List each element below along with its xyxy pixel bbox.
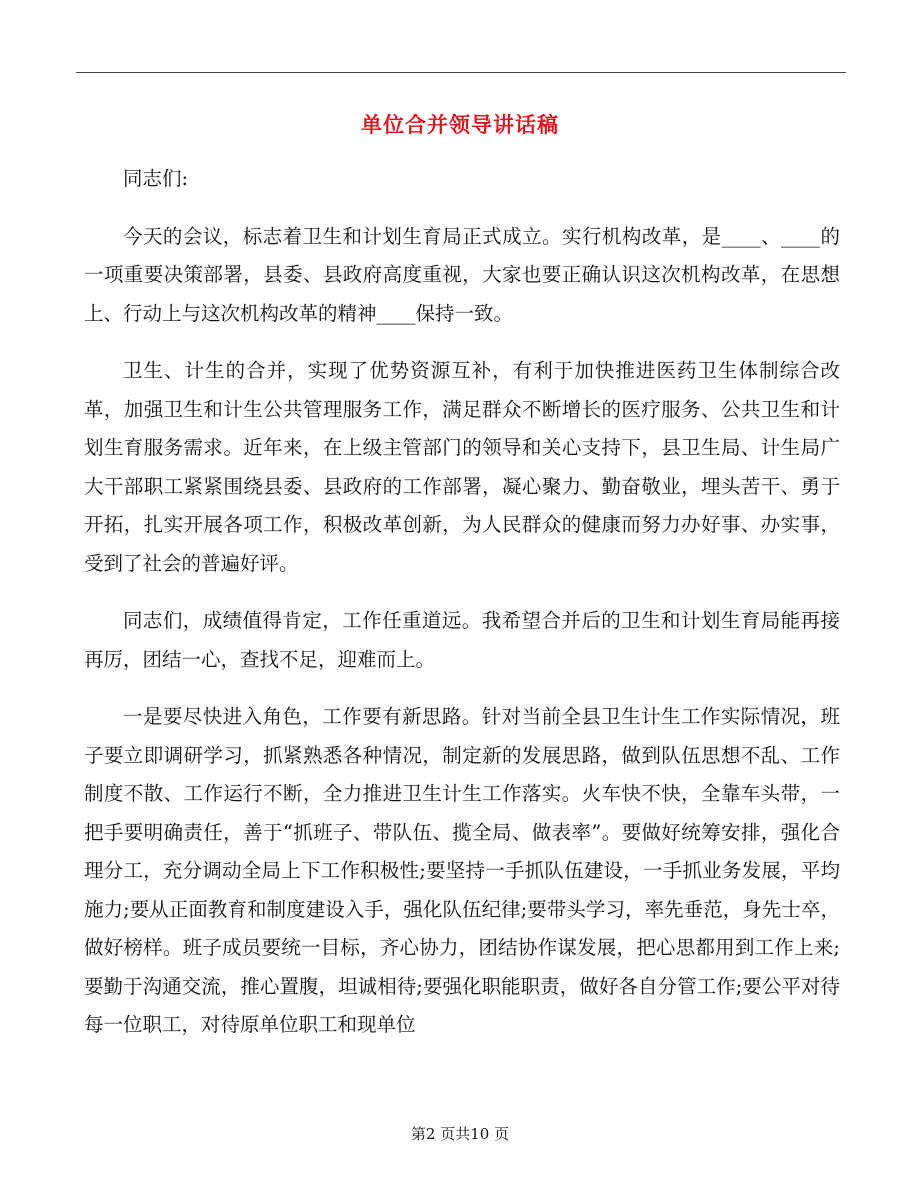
paragraph: 卫生、计生的合并，实现了优势资源互补，有利于加快推进医药卫生体制综合改革，加强卫生和计生公共管理服务工作，满足群众不断增长的医疗服务、公共卫生和计划生育服务需求。近年来，在上级主管部门的领导和关心支持下，县卫生局、计生局广大干部职工紧紧围绕县委、县政府的工作部署，凝心聚力、勤奋敬业，埋头苦干、勇于开拓，扎实开展各项工作，积极改革创新，为人民群众的健康而努力办好事、办实事，受到了社会的普遍好评。 [84,359,840,575]
document-body [84,160,840,1064]
page-number: 第2 页共10 页 [410,1125,510,1143]
paragraph: 今天的会议，标志着卫生和计划生育局正式成立。实行机构改革，是____、____的一项重要决策部署，县委、县政府高度重视，大家也要正确认识这次机构改革，在思想上、行动上与这次机构改革的精神____保持一致。 [84,224,840,325]
salutation: 同志们: [123,167,189,190]
paragraph: 同志们，成绩值得肯定，工作任重道远。我希望合并后的卫生和计划生育局能再接再厉，团结一心，查找不足，迎难而上。 [84,609,840,671]
header-rule [76,72,846,73]
paragraph: 一是要尽快进入角色，工作要有新思路。针对当前全县卫生计生工作实际情况，班子要立即调研学习，抓紧熟悉各种情况，制定新的发展思路，做到队伍思想不乱、工作制度不散、工作运行不断，全力推进卫生计生工作落实。火车快不快，全靠车头带，一把手要明确责任，善于“抓班子、带队伍、揽全局、做表率”。要做好统筹安排，强化合理分工，充分调动全局上下工作积极性;要坚持一手抓队伍建设，一手抓业务发展，平均施力;要从正面教育和制度建设入手，强化队伍纪律;要带头学习，率先垂范，身先士卒，做好榜样。班子成员要统一目标，齐心协力，团结协作谋发展，把心思都用到工作上来;要勤于沟通交流，推心置腹，坦诚相待;要强化职能职责，做好各自分管工作;要公平对待每一位职工，对待原单位职工和现单位 [84,705,840,1036]
document-title: 单位合并领导讲话稿 [361,112,559,137]
